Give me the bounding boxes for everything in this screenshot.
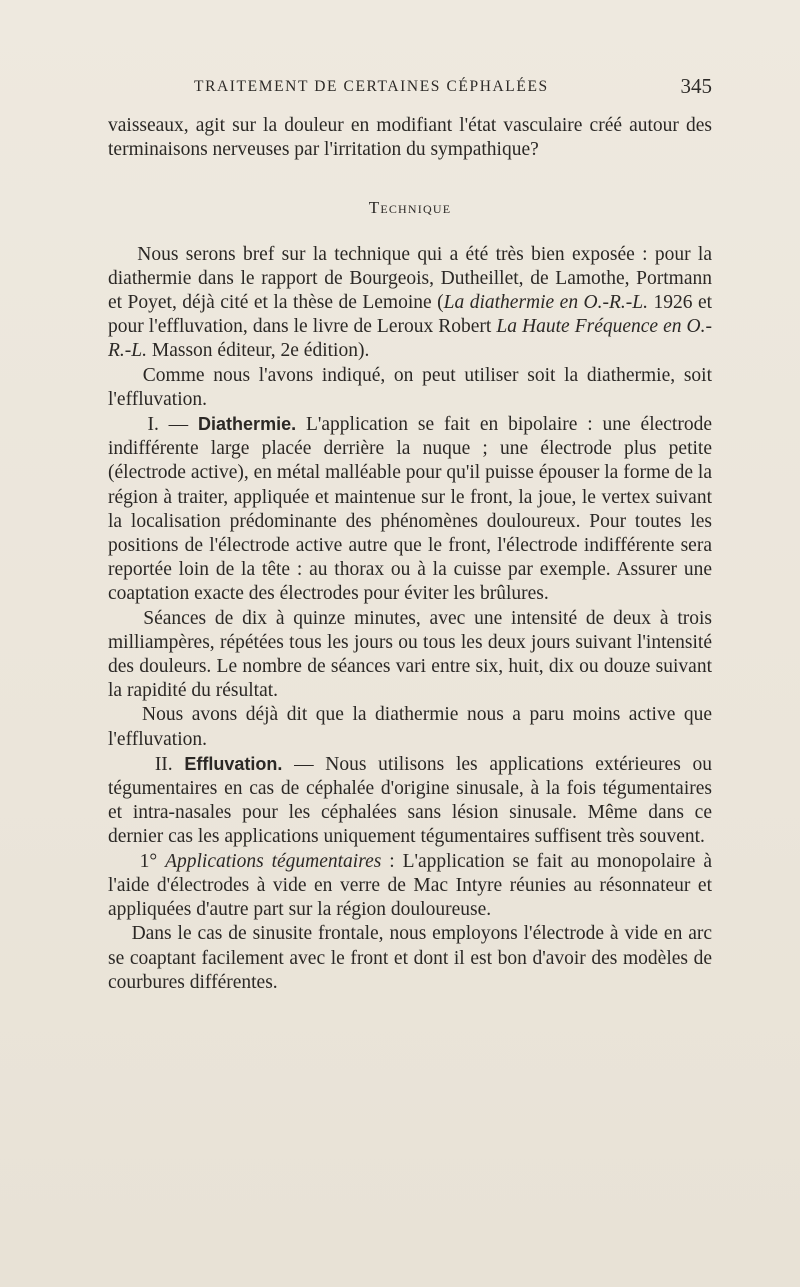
paragraph-references — [108, 243, 712, 364]
paragraph-references-title-2: La Haute Fréquence en O.-R.-L. — [108, 316, 712, 362]
section-number: I. — — [147, 414, 199, 436]
paragraph-effluvation-text: — Nous utilisons les applications extérieures ou tégumentaires en cas de céphalée d'origine sinusale, à la fois tégumentaires et intra-nasales pour les céphalées sans lésion sinusale. Même dans ce dernier cas les applications uniquement tégumentaires suffisent très souvent. — [108, 753, 712, 848]
paragraph-seances-text: Séances de dix à quinze minutes, avec une intensité de deux à trois milliampères, répétées tous les jours ou tous les deux jours suivant l'intensité des douleurs. Le nombre de séances vari entre six, huit, dix ou douze suivant la rapidité du résultat. — [108, 607, 712, 702]
running-title: TRAITEMENT DE CERTAINES CÉPHALÉES — [194, 78, 549, 95]
page-number: 345 — [680, 74, 712, 98]
paragraph-diathermie-text: L'application se fait en bipolaire : une électrode indifférente large placée derrière la nuque ; une électrode plus petite (électrode active), en métal malléable pour qu'il puisse épouser la forme de la région à traiter, appliquée et maintenue sur le front, la joue, le vertex suivant la localisation prédominante des phénomènes douloureux. Pour toutes les positions de l'électrode active autre que le front, l'électrode indifférente sera reportée loin de la tête : au thorax ou à la cuisse par exemple. Assurer une coaptation exacte des électrodes pour éviter les brûlures. — [108, 414, 713, 605]
paragraph-sinusite — [108, 922, 712, 995]
paragraph-comparison — [108, 703, 712, 751]
paragraph-references-text-a: Nous serons bref sur la technique qui a été très bien exposée : pour la diathermie dans le rapport de Bourgeois, Dutheillet, de Lamothe, Portmann et Poyet, déjà cité et la thèse de Lemoine ( — [108, 243, 712, 314]
page-body — [108, 114, 712, 995]
paragraph-seances — [108, 607, 712, 704]
paragraph-applications-text: : L'application se fait au monopolaire à l'aide d'électrodes à vide en verre de Mac Intyre réunies au résonnateur et appliquées d'autre part sur la région douloureuse. — [108, 850, 713, 921]
paragraph-intro: vaisseaux, agit sur la douleur en modifiant l'état vasculaire créé autour des terminaisons nerveuses par l'irritation du sympathique? — [108, 115, 712, 161]
subsection-title-applications: Applications tégumentaires — [165, 850, 382, 872]
paragraph-diathermie — [108, 412, 712, 607]
page-header — [108, 76, 712, 102]
paragraph-comparison-text: Nous avons déjà dit que la diathermie nous a paru moins active que l'effluvation. — [108, 704, 713, 750]
section-heading: Technique — [368, 198, 452, 218]
subsection-title-effluvation: Effluvation. — [184, 753, 283, 774]
item-number: 1° — [139, 850, 166, 872]
paragraph-effluvation — [108, 752, 712, 850]
paragraph-choice-text: Comme nous l'avons indiqué, on peut utiliser soit la diathermie, soit l'effluvation. — [108, 364, 712, 410]
paragraph-references-title-1: La diathermie en O.-R.-L. — [443, 292, 648, 314]
subsection-title-diathermie: Diathermie. — [198, 414, 297, 435]
paragraph-sinusite-text: Dans le cas de sinusite frontale, nous employons l'électrode à vide en arc se coaptant facilement avec le front et dont il est bon d'avoir des modèles de courbures différentes. — [108, 923, 713, 993]
paragraph-references-text-c: Masson éditeur, 2e édition). — [147, 340, 370, 362]
paragraph-applications — [108, 850, 712, 923]
paragraph-references-text-b: 1926 et pour l'effluvation, dans le livre de Leroux Robert — [108, 292, 713, 338]
section-number: II. — [154, 753, 185, 775]
paragraph-choice — [108, 364, 712, 412]
